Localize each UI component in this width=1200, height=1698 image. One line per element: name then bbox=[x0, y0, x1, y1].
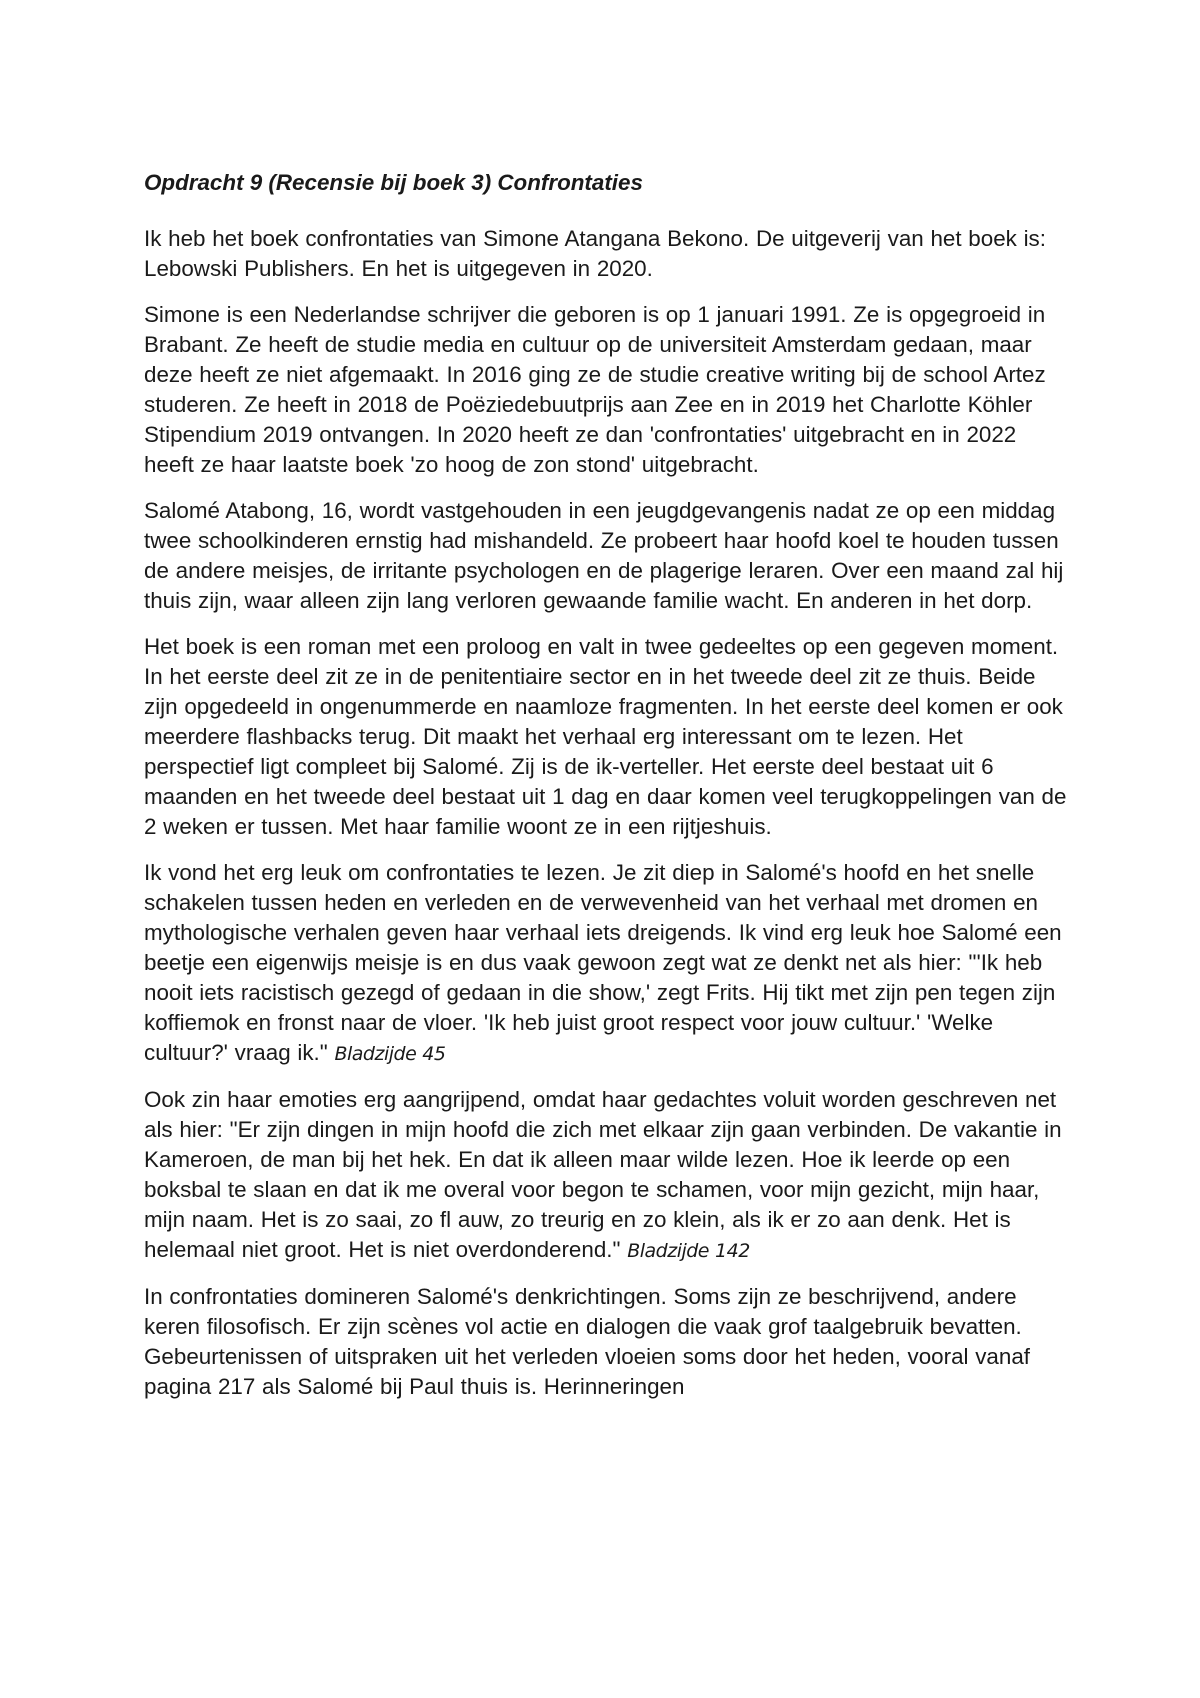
paragraph-text: Ook zin haar emoties erg aangrijpend, omdat haar gedachtes voluit worden geschreven net als hier: "Er zijn dingen in mijn hoofd die zich met elkaar zijn gaan verbinden. De vakantie in Kameroen, de man bij het hek. En dat ik alleen maar wilde lezen. Hoe ik leerde op een boksbal te slaan en dat ik me overal voor begon te schamen, voor mijn gezicht, mijn haar, mijn naam. Het is zo saai, zo fl auw, zo treurig en zo klein, als ik er zo aan denk. Het is helemaal niet groot. Het is niet overdonderend." bbox=[144, 1087, 1062, 1262]
paragraph-emotions bbox=[144, 1085, 1069, 1266]
page-reference: Bladzijde 142 bbox=[627, 1240, 750, 1262]
paragraph-text: Het boek is een roman met een proloog en valt in twee gedeeltes op een gegeven moment. In het eerste deel zit ze in de penitentiaire sector en in het tweede deel zit ze thuis. Beide zijn opgedeeld in ongenummerde en naamloze fragmenten. In het eerste deel komen er ook meerdere flashbacks terug. Dit maakt het verhaal erg interessant om te lezen. Het perspectief ligt compleet bij Salomé. Zij is de ik-verteller. Het eerste deel bestaat uit 6 maanden en het tweede deel bestaat uit 1 dag en daar komen veel terugkoppelingen van de 2 weken er tussen. Met haar familie woont ze in een rijtjeshuis. bbox=[144, 634, 1067, 839]
document-title: Opdracht 9 (Recensie bij boek 3) Confrontaties bbox=[144, 170, 643, 195]
paragraph-opinion bbox=[144, 858, 1069, 1069]
paragraph-text: Salomé Atabong, 16, wordt vastgehouden in een jeugdgevangenis nadat ze op een middag twee schoolkinderen ernstig had mishandeld. Ze probeert haar hoofd koel te houden tussen de andere meisjes, de irritante psychologen en de plagerige leraren. Over een maand zal hij thuis zijn, waar alleen zijn lang verloren gewaande familie wacht. En anderen in het dorp. bbox=[144, 498, 1064, 613]
paragraph-text: Ik heb het boek confrontaties van Simone Atangana Bekono. De uitgeverij van het boek is: Lebowski Publishers. En het is uitgegeven in 2020. bbox=[144, 226, 1046, 281]
paragraph-book-info bbox=[144, 224, 1069, 284]
paragraph-thoughts bbox=[144, 1282, 1069, 1402]
paragraph-text: Simone is een Nederlandse schrijver die geboren is op 1 januari 1991. Ze is opgegroeid in Brabant. Ze heeft de studie media en cultuur op de universiteit Amsterdam gedaan, maar deze heeft ze niet afgemaakt. In 2016 ging ze de studie creative writing bij de school Artez studeren. Ze heeft in 2018 de Poëziedebuutprijs aan Zee en in 2019 het Charlotte Köhler Stipendium 2019 ontvangen. In 2020 heeft ze dan 'confrontaties' uitgebracht en in 2022 heeft ze haar laatste boek 'zo hoog de zon stond' uitgebracht. bbox=[144, 302, 1046, 477]
paragraph-text: In confrontaties domineren Salomé's denkrichtingen. Soms zijn ze beschrijvend, andere keren filosofisch. Er zijn scènes vol actie en dialogen die vaak grof taalgebruik bevatten. Gebeurtenissen of uitspraken uit het verleden vloeien soms door het heden, vooral vanaf pagina 217 als Salomé bij Paul thuis is. Herinneringen bbox=[144, 1284, 1031, 1399]
document-body bbox=[144, 168, 1069, 1418]
paragraph-structure bbox=[144, 632, 1069, 842]
paragraph-summary bbox=[144, 496, 1069, 616]
paragraph-author bbox=[144, 300, 1069, 480]
paragraph-text: Ik vond het erg leuk om confrontaties te lezen. Je zit diep in Salomé's hoofd en het snelle schakelen tussen heden en verleden en de verwevenheid van het verhaal met dromen en mythologische verhalen geven haar verhaal iets dreigends. Ik vind erg leuk hoe Salomé een beetje een eigenwijs meisje is en dus vaak gewoon zegt wat ze denkt net als hier: "'Ik heb nooit iets racistisch gezegd of gedaan in die show,' zegt Frits. Hij tikt met zijn pen tegen zijn koffiemok en fronst naar de vloer. 'Ik heb juist groot respect voor jouw cultuur.' 'Welke cultuur?' vraag ik." bbox=[144, 860, 1062, 1065]
page-reference: Bladzijde 45 bbox=[334, 1043, 446, 1065]
